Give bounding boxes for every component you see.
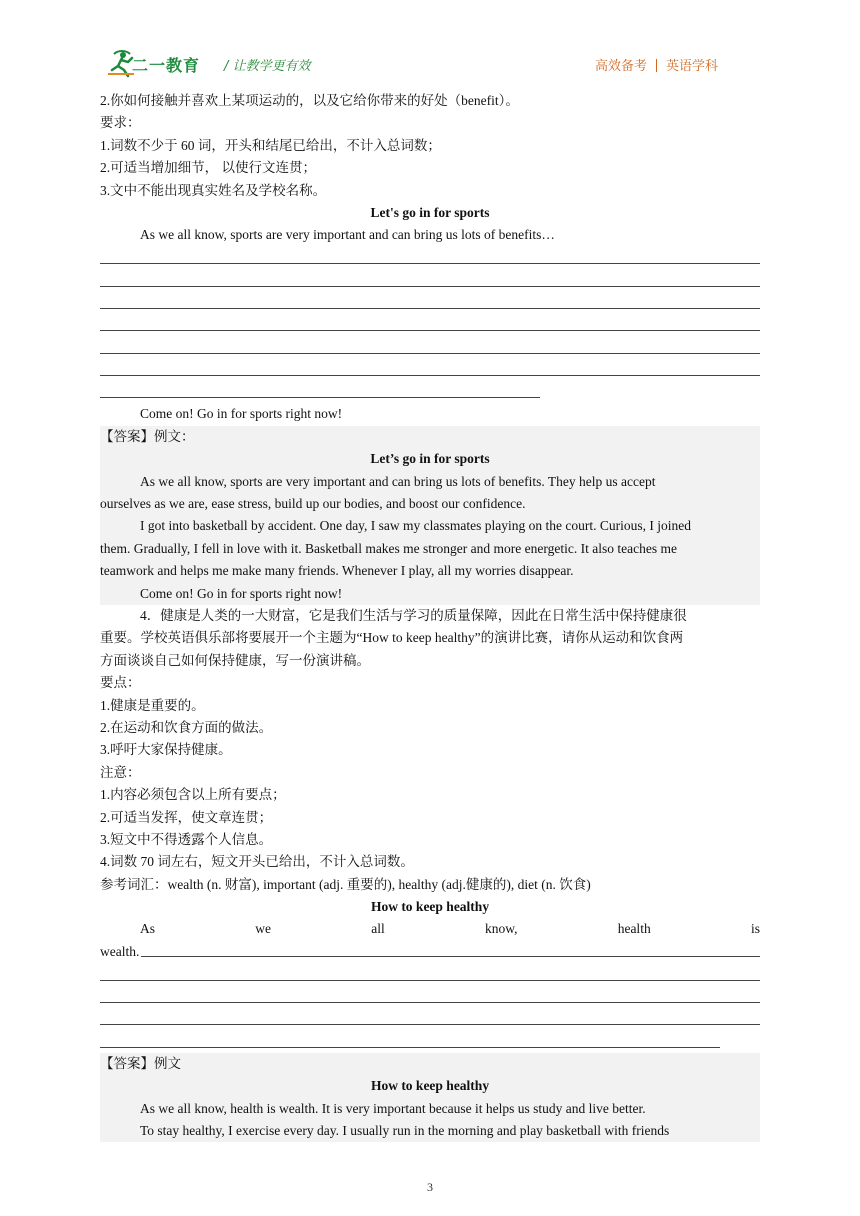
- q4-essay-opening: [100, 918, 760, 940]
- writing-line[interactable]: [100, 336, 760, 358]
- writing-line[interactable]: [100, 292, 760, 314]
- answer-block-4: [100, 1053, 760, 1143]
- q4-line-13: 参考词汇：wealth (n. 财富), important (adj. 重要的), healthy (adj.健康的), diet (n. 饮食): [100, 876, 591, 892]
- q4-line-11: 3.短文中不得透露个人信息。: [100, 831, 273, 847]
- q4-essay-title: How to keep healthy: [370, 899, 490, 915]
- word: health: [617, 921, 651, 937]
- answer-label: 【答案】例文：: [100, 428, 195, 444]
- answer-text: As we all know, health is wealth. It is very important because it helps us study and live better.: [140, 1100, 646, 1116]
- word: As: [140, 921, 156, 937]
- writing-line[interactable]: [100, 1008, 760, 1030]
- q4-line-9: 1.内容必须包含以上所有要点；: [100, 787, 286, 803]
- header-tag-2: 英语学科: [665, 59, 718, 74]
- writing-line[interactable]: [100, 359, 760, 381]
- header-divider: [656, 59, 657, 72]
- q4-line-8: 注意：: [100, 764, 141, 780]
- q4-line-6: 2.在运动和饮食方面的做法。: [100, 719, 273, 735]
- q3-essay-opening: As we all know, sports are very important and can bring us lots of benefits…: [140, 227, 555, 243]
- answer-text: ourselves as we are, ease stress, build up our bodies, and boost our confidence.: [100, 496, 526, 512]
- word: is: [750, 921, 760, 937]
- header-tag-1: 高效备考: [594, 59, 647, 74]
- q4-line-7: 3.呼吁大家保持健康。: [100, 742, 232, 758]
- q4-line-2: 重要。学校英语俱乐部将要展开一个主题为“How to keep healthy”的演讲比赛，请你从运动和饮食两: [100, 630, 684, 646]
- answer-text: To stay healthy, I exercise every day. I usually run in the morning and play basketball with friends: [140, 1122, 670, 1138]
- q3-line-4: 2.可适当增加细节， 以使行文连贯；: [100, 160, 316, 176]
- answer-text: I got into basketball by accident. One day, I saw my classmates playing on the court. Curious, I joined: [140, 518, 691, 534]
- answer-text: teamwork and helps me make many friends. Whenever I play, all my worries disappear.: [100, 563, 574, 579]
- answer-title: How to keep healthy: [370, 1078, 490, 1094]
- q4-line-1: 4．健康是人类的一大财富，它是我们生活与学习的质量保障，因此在日常生活中保持健康很: [140, 607, 687, 623]
- q4-line-3: 方面谈谈自己如何保持健康，写一份演讲稿。: [100, 652, 370, 668]
- page-content: [100, 90, 760, 1142]
- answer-block-3: [100, 426, 760, 605]
- writing-line[interactable]: [100, 314, 760, 336]
- logo-text: 二一教育: [132, 58, 201, 75]
- answer-label: 【答案】例文: [100, 1055, 181, 1071]
- word: we: [255, 921, 271, 937]
- q3-essay-closing: Come on! Go in for sports right now!: [140, 406, 343, 422]
- header-slogan: / 让教学更有效: [224, 59, 311, 74]
- q3-essay-title: Let's go in for sports: [370, 204, 490, 220]
- writing-line[interactable]: [100, 1030, 760, 1052]
- writing-line[interactable]: [100, 963, 760, 985]
- q3-line-1: 2.你如何接触并喜欢上某项运动的，以及它给你带来的好处（benefit）。: [100, 93, 519, 108]
- word: know,: [484, 921, 518, 937]
- word: wealth.: [100, 943, 140, 959]
- writing-line[interactable]: [100, 247, 760, 269]
- word: all: [371, 921, 385, 937]
- q4-line-5: 1.健康是重要的。: [100, 697, 205, 713]
- writing-line[interactable]: [100, 269, 760, 291]
- writing-line[interactable]: [141, 956, 760, 957]
- answer-closing: Come on! Go in for sports right now!: [140, 585, 343, 601]
- page-header: [100, 46, 760, 82]
- answer-title: Let’s go in for sports: [370, 451, 490, 467]
- writing-line[interactable]: [100, 381, 760, 403]
- q3-line-5: 3.文中不能出现真实姓名及学校名称。: [100, 182, 327, 198]
- q4-line-4: 要点：: [100, 675, 141, 691]
- q3-line-3: 1.词数不少于 60 词，开头和结尾已给出，不计入总词数；: [100, 137, 441, 153]
- q4-line-10: 2.可适当发挥，使文章连贯；: [100, 809, 273, 825]
- q4-line-12: 4.词数 70 词左右，短文开头已给出，不计入总词数。: [100, 854, 414, 870]
- answer-text: them. Gradually, I fell in love with it. Basketball makes me stronger and more energetic. It also teaches me: [100, 540, 677, 556]
- writing-line[interactable]: [100, 986, 760, 1008]
- q4-first-writing-line[interactable]: [100, 941, 760, 963]
- page-number: 3: [427, 1180, 433, 1194]
- q3-line-2: 要求：: [100, 115, 141, 131]
- answer-text: As we all know, sports are very important and can bring us lots of benefits. They help us accept: [140, 473, 656, 489]
- header-subject: [595, 55, 718, 74]
